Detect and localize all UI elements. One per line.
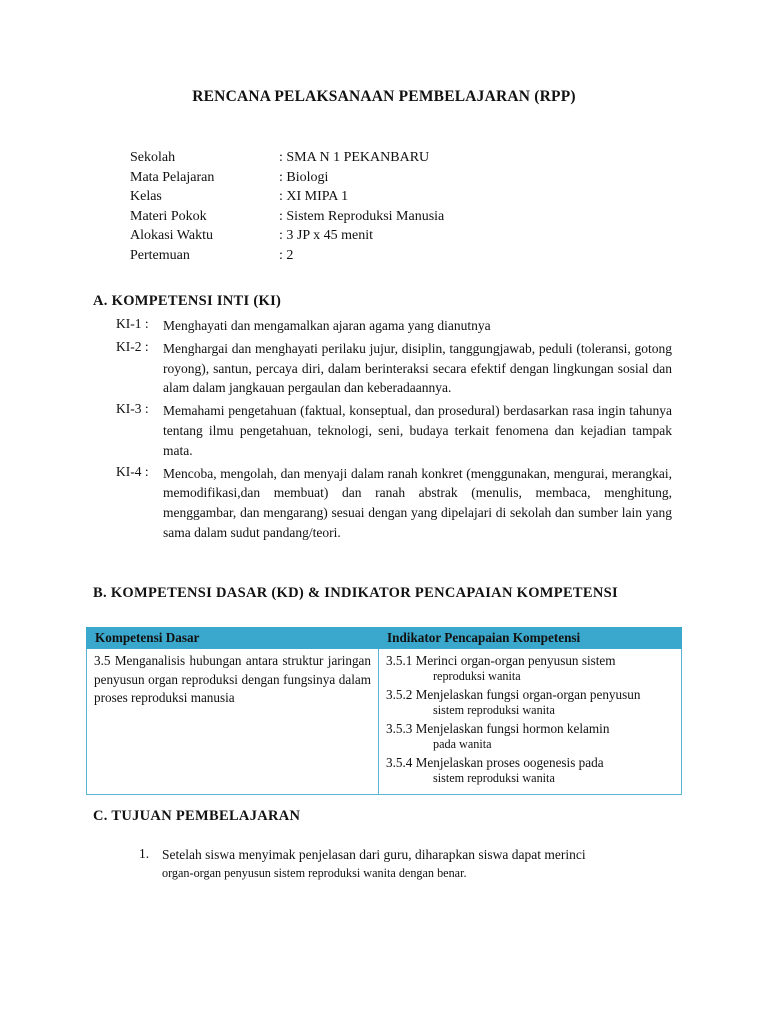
indicator-line: 3.5.1 Merinci organ-organ penyusun sistem — [386, 653, 616, 668]
ki-text: Memahami pengetahuan (faktual, konseptual, dan prosedural) berdasarkan rasa ingin tahunya tentang ilmu pengetahuan, teknologi, seni, budaya terkait fenomena dan kejadian tampak mata. — [163, 403, 672, 458]
section-c-heading: C. TUJUAN PEMBELAJARAN — [93, 808, 301, 824]
tujuan-line: Setelah siswa menyimak penjelasan dari guru, diharapkan siswa dapat merinci — [162, 847, 586, 862]
ki-item — [116, 464, 672, 543]
identity-label: Kelas — [130, 189, 162, 204]
tujuan-text — [139, 846, 675, 882]
identity-value: : 3 JP x 45 menit — [279, 228, 373, 243]
identity-value: : Biologi — [279, 169, 329, 185]
ki-text: Mencoba, mengolah, dan menyaji dalam ranah konkret (menggunakan, mengurai, merangkai, memodifikasi,dan membuat) dan ranah abstrak (menulis, membaca, menghitung, menggambar, dan mengarang) sesuai dengan yang dipelajari di sekolah dan sumber lain yang sama dalam sudut pandang/teori. — [163, 465, 672, 540]
table-row — [87, 649, 682, 795]
indicator-line: 3.5.3 Menjelaskan fungsi hormon kelamin — [386, 721, 610, 736]
tujuan-item — [139, 846, 675, 882]
identity-value: : XI MIPA 1 — [279, 189, 349, 204]
ki-code: KI-1 : — [116, 316, 149, 331]
ki-code: KI-4 : — [116, 463, 149, 479]
table-header-row — [87, 628, 682, 649]
indicator-line: 3.5.4 Menjelaskan proses oogenesis pada — [386, 755, 604, 770]
identity-label: Alokasi Waktu — [130, 228, 213, 243]
kd-text: 3.5 Menganalisis hubungan antara struktur jaringan penyusun organ reproduksi dengan fungsinya dalam proses reproduksi manusia — [94, 653, 371, 705]
identity-value: : 2 — [279, 247, 294, 263]
ki-list — [116, 316, 672, 546]
column-header: Kompetensi Dasar — [87, 628, 379, 649]
ki-item — [116, 401, 672, 460]
identity-label: Mata Pelajaran — [130, 169, 215, 185]
ki-text: Menghargai dan menghayati perilaku jujur, disiplin, tanggungjawab, peduli (toleransi, gotong royong), santun, percaya diri, dalam berinteraksi secara efektif dengan lingkungan sosial dan alam dalam jangkauan pergaulan dan keberadaannya. — [163, 340, 672, 396]
identity-label: Pertemuan — [130, 247, 190, 263]
indicator-sub: reproduksi wanita — [433, 669, 521, 683]
ki-text: Menghayati dan mengamalkan ajaran agama yang dianutnya — [163, 318, 491, 333]
indicator-sub: pada wanita — [433, 737, 492, 751]
ki-item — [116, 339, 672, 398]
indicator-line: 3.5.2 Menjelaskan fungsi organ-organ penyusun — [386, 687, 641, 702]
identity-label: Materi Pokok — [130, 208, 207, 224]
kd-cell — [87, 649, 379, 795]
identity-label: Sekolah — [130, 150, 176, 165]
identity-value: : SMA N 1 PEKANBARU — [279, 150, 430, 165]
ki-code: KI-3 : — [116, 401, 149, 417]
indicator-sub: sistem reproduksi wanita — [433, 771, 555, 785]
identity-value: : Sistem Reproduksi Manusia — [279, 208, 445, 224]
indicator-sub: sistem reproduksi wanita — [433, 703, 555, 717]
indicator-item — [386, 686, 674, 717]
tujuan-line: organ-organ penyusun sistem reproduksi wanita dengan benar. — [162, 866, 467, 880]
indicator-cell — [379, 649, 682, 795]
tujuan-number: 1. — [139, 846, 150, 861]
indicator-item — [386, 720, 674, 751]
section-b-heading: B. KOMPETENSI DASAR (KD) & INDIKATOR PENCAPAIAN KOMPETENSI — [93, 585, 618, 601]
indicator-item — [386, 652, 674, 683]
column-header: Indikator Pencapaian Kompetensi — [379, 628, 682, 649]
page-title: RENCANA PELAKSANAAN PEMBELAJARAN (RPP) — [192, 88, 576, 105]
ki-code: KI-2 : — [116, 338, 149, 354]
indicator-item — [386, 754, 674, 785]
ki-item — [116, 316, 672, 336]
kd-indicator-table — [86, 627, 682, 795]
section-a-heading: A. KOMPETENSI INTI (KI) — [93, 293, 282, 309]
